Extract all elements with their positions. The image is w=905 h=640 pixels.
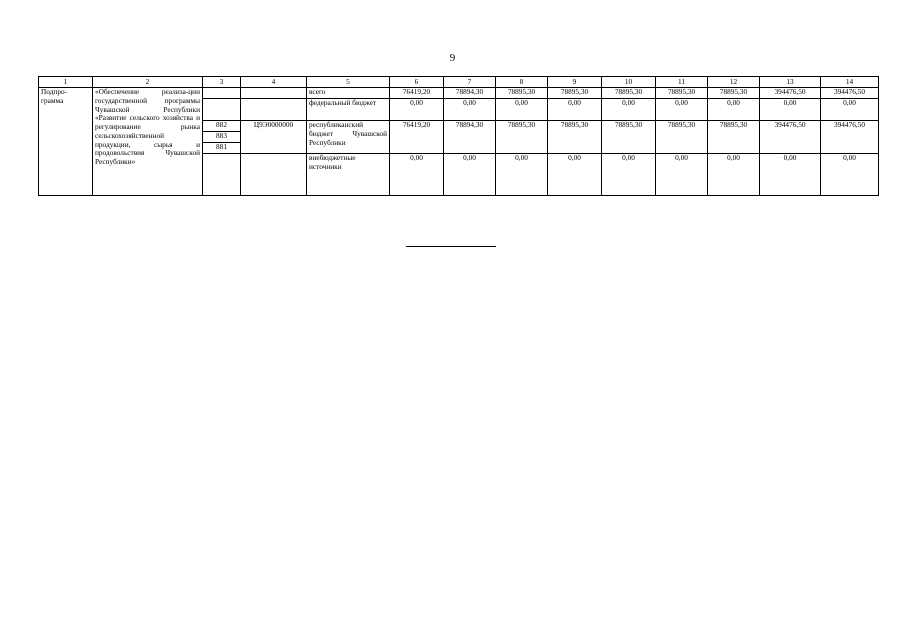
funding-source-cell: республиканский бюджет Чувашской Республики: [307, 121, 390, 154]
grbs-cell: [203, 154, 241, 196]
value-cell: 0,00: [821, 154, 879, 196]
value-cell: 0,00: [708, 154, 760, 196]
column-header: 10: [602, 77, 656, 88]
value-cell: 0,00: [656, 99, 708, 121]
grbs-code: 881: [203, 143, 241, 154]
header-row: [39, 77, 879, 88]
closing-separator-line: [406, 246, 496, 247]
value-cell: 394476,50: [760, 121, 821, 154]
value-cell: 0,00: [760, 99, 821, 121]
column-header: 8: [496, 77, 548, 88]
value-cell: 78895,30: [656, 88, 708, 99]
value-cell: 0,00: [708, 99, 760, 121]
value-cell: 0,00: [602, 154, 656, 196]
value-cell: 78895,30: [602, 88, 656, 99]
column-header: 11: [656, 77, 708, 88]
program-name-cell: «Обеспечение реализа-ции государственной программы Чувашской Республики «Развитие сельского хозяйства и регулирование рынка сельскохозяйственной продукции, сырья и продовольствия Чувашской Республики»: [93, 88, 203, 196]
column-header: 12: [708, 77, 760, 88]
value-cell: 394476,50: [760, 88, 821, 99]
value-cell: 78894,30: [444, 121, 496, 154]
value-cell: 0,00: [496, 99, 548, 121]
grbs-cell: [203, 88, 241, 99]
value-cell: 0,00: [821, 99, 879, 121]
value-cell: 0,00: [602, 99, 656, 121]
value-cell: 78894,30: [444, 88, 496, 99]
column-header: 14: [821, 77, 879, 88]
value-cell: 78895,30: [656, 121, 708, 154]
grbs-code: 883: [203, 132, 241, 143]
target-code-cell: [241, 88, 307, 99]
column-header: 9: [548, 77, 602, 88]
value-cell: 78895,30: [496, 121, 548, 154]
value-cell: 0,00: [548, 154, 602, 196]
column-header: 13: [760, 77, 821, 88]
program-type-cell: Подпро- грамма: [39, 88, 93, 196]
value-cell: 0,00: [390, 99, 444, 121]
value-cell: 78895,30: [548, 88, 602, 99]
page-number: 9: [449, 52, 456, 64]
value-cell: 0,00: [390, 154, 444, 196]
target-code-cell: [241, 154, 307, 196]
grbs-code: 882: [203, 121, 241, 132]
value-cell: 78895,30: [496, 88, 548, 99]
value-cell: 0,00: [656, 154, 708, 196]
value-cell: 78895,30: [708, 121, 760, 154]
funding-source-cell: внебюджетные источники: [307, 154, 390, 196]
value-cell: 394476,50: [821, 121, 879, 154]
value-cell: 0,00: [548, 99, 602, 121]
value-cell: 76419,20: [390, 121, 444, 154]
target-code-cell: Ц9Э0000000: [241, 121, 307, 154]
grbs-cell: [203, 99, 241, 121]
value-cell: 76419,20: [390, 88, 444, 99]
column-header: 5: [307, 77, 390, 88]
budget-table: [38, 76, 879, 196]
value-cell: 0,00: [760, 154, 821, 196]
value-cell: 0,00: [444, 154, 496, 196]
table-row: [39, 88, 879, 99]
column-header: 6: [390, 77, 444, 88]
value-cell: 394476,50: [821, 88, 879, 99]
value-cell: 0,00: [444, 99, 496, 121]
funding-source-cell: федеральный бюджет: [307, 99, 390, 121]
value-cell: 0,00: [496, 154, 548, 196]
column-header: 7: [444, 77, 496, 88]
column-header: 4: [241, 77, 307, 88]
value-cell: 78895,30: [602, 121, 656, 154]
column-header: 3: [203, 77, 241, 88]
value-cell: 78895,30: [548, 121, 602, 154]
column-header: 2: [93, 77, 203, 88]
target-code-cell: [241, 99, 307, 121]
value-cell: 78895,30: [708, 88, 760, 99]
column-header: 1: [39, 77, 93, 88]
funding-source-cell: всего: [307, 88, 390, 99]
